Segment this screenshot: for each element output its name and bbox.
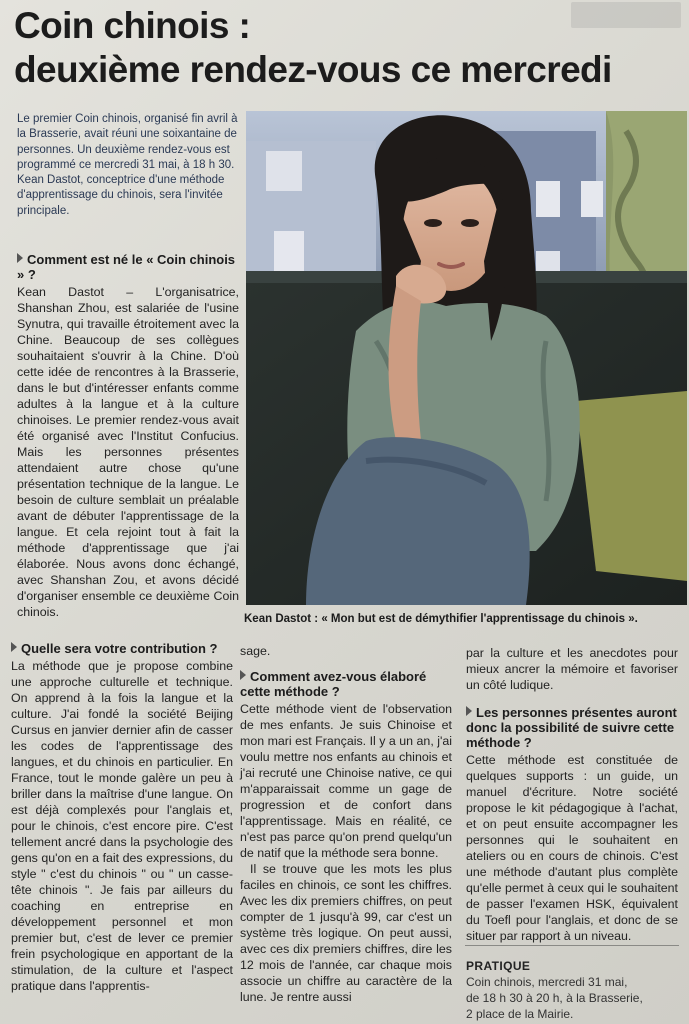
- question-4-text: Les personnes présentes auront donc la possibilité de suivre cette méthode ?: [466, 705, 677, 750]
- answer-3-continued: par la culture et les anecdotes pour mieux ancrer la mémoire et favoriser un côté ludique.: [466, 646, 678, 692]
- triangle-bullet-icon: [240, 670, 246, 680]
- question-1: [17, 252, 239, 282]
- column-1-bottom: [11, 641, 233, 994]
- practical-info-line-1: Coin chinois, mercredi 31 mai,: [466, 975, 628, 989]
- practical-info-divider: [465, 945, 679, 946]
- triangle-bullet-icon: [17, 253, 23, 263]
- practical-info-line-3: 2 place de la Mairie.: [466, 1007, 574, 1021]
- lead-paragraph: Le premier Coin chinois, organisé fin avril à la Brasserie, avait réuni une soixantaine de personnes. Un deuxième rendez-vous est programmé ce mercredi 31 mai, à 18 h 30. Kean Dastot, conceptrice d'une méthode d'apprentissage du chinois, sera l'invitée principale.: [17, 113, 238, 217]
- answer-3-paragraph-1: Cette méthode vient de l'observation de mes enfants. Je suis Chinoise et mon mari est Français. Il y a un an, j'ai voulu mettre nos enfants au chinois et j'ai recruté une Chinoise native, ce qui m'apparaissait comme un gage de progression et de confort dans l'apprentissage. Mais en réalité, ce n'est pas parce qu'on prend quelqu'un de natif que la méthode sera bonne.: [240, 702, 452, 860]
- practical-info: [466, 974, 678, 1022]
- answer-2-continued: sage.: [240, 644, 271, 658]
- question-2: [11, 641, 233, 656]
- question-3: [240, 669, 452, 699]
- headline-line-1: Coin chinois :: [14, 5, 251, 46]
- answer-2: La méthode que je propose combine une approche culturelle et technique. On apprend à la fois la langue et la culture. J'ai fondé la société Beijing Cursus en janvier dernier afin de casser les codes de l'apprentissage des langues, et du chinois en particulier. En France, tout le monde galère un peu à briller dans la maîtrise d'une langue. On est déjà complexés pour l'anglais et, pour le chinois, c'est encore pire. C'est tellement ancré dans la psychologie des gens qu'on en a fait des expressions, du style " c'est du chinois " ou " un casse-tête chinois ". Je fais par ailleurs du coaching en entreprise en développement personnel et mon premier but, c'est de lever ce premier frein psychologique en apportant de la stimulation, de la culture et l'aspect pratique dans l'apprentis-: [11, 659, 233, 993]
- photo-caption: Kean Dastot : « Mon but est de démythifier l'apprentissage du chinois ».: [244, 613, 638, 625]
- question-4: [466, 705, 678, 750]
- triangle-bullet-icon: [466, 706, 472, 716]
- question-1-text: Comment est né le « Coin chinois » ?: [17, 252, 236, 282]
- portrait-photo-illustration: [246, 111, 687, 605]
- article-headline: [14, 4, 674, 92]
- practical-info-line-2: de 18 h 30 à 20 h, à la Brasserie,: [466, 991, 643, 1005]
- headline-line-2: deuxième rendez-vous ce mercredi: [14, 49, 612, 90]
- column-1-top: [17, 252, 239, 620]
- answer-1: Kean Dastot – L'organisatrice, Shanshan Zhou, est salariée de l'usine Synutra, qui travaille étroitement avec la Chine. Beaucoup de ses collègues souhaitaient s'ouvrir à la Chine. D'où cette idée de rencontres à la Brasserie, dans le but d'intéresser enfants comme adultes à la langue et à la culture chinoises. Le premier rendez-vous avait été organisé avec l'Institut Confucius. Mais les personnes présentes attendaient autre chose qu'une présentation technique de la langue. Le besoin de culture semblait un préalable avant de débuter l'apprentissage de la langue. Et cela rejoint tout à fait la méthode d'apprentissage que j'ai élaborée. Nous avons donc échangé, avec Shanshan Zou, et avons décidé d'organiser ensemble ce deuxième Coin chinois.: [17, 285, 239, 619]
- question-3-text: Comment avez-vous élaboré cette méthode ?: [240, 669, 427, 699]
- column-2-bottom: [240, 643, 452, 1005]
- practical-info-label: PRATIQUE: [466, 959, 531, 973]
- answer-4: Cette méthode est constituée de quelques supports : un guide, un manuel d'écriture. Notre société propose le kit pédagogique à l'achat, et on peut ensuite accompagner les personnes qui le souhaitent en ateliers ou en cours de chinois. C'est une méthode d'autant plus complète qu'elle permet à ceux qui le souhaitent de passer l'examen HSK, équivalent du Toefl pour l'anglais, et donc de se situer par rapport à un niveau.: [466, 753, 678, 943]
- column-3-bottom: [466, 645, 678, 1022]
- portrait-photo: [246, 111, 687, 605]
- answer-3-paragraph-2: Il se trouve que les mots les plus faciles en chinois, ce sont les chiffres. Avec les dix premiers chiffres, on peut compter de 1 jusqu'à 99, car c'est un système très logique. On peut aussi, avec ces dix premiers chiffres, dire les 12 mois de l'année, car chaque mois associe un chiffre au caractère de la lune. Je rentre aussi: [240, 862, 452, 1004]
- question-2-text: Quelle sera votre contribution ?: [21, 641, 218, 656]
- triangle-bullet-icon: [11, 642, 17, 652]
- article-lead: [17, 112, 239, 219]
